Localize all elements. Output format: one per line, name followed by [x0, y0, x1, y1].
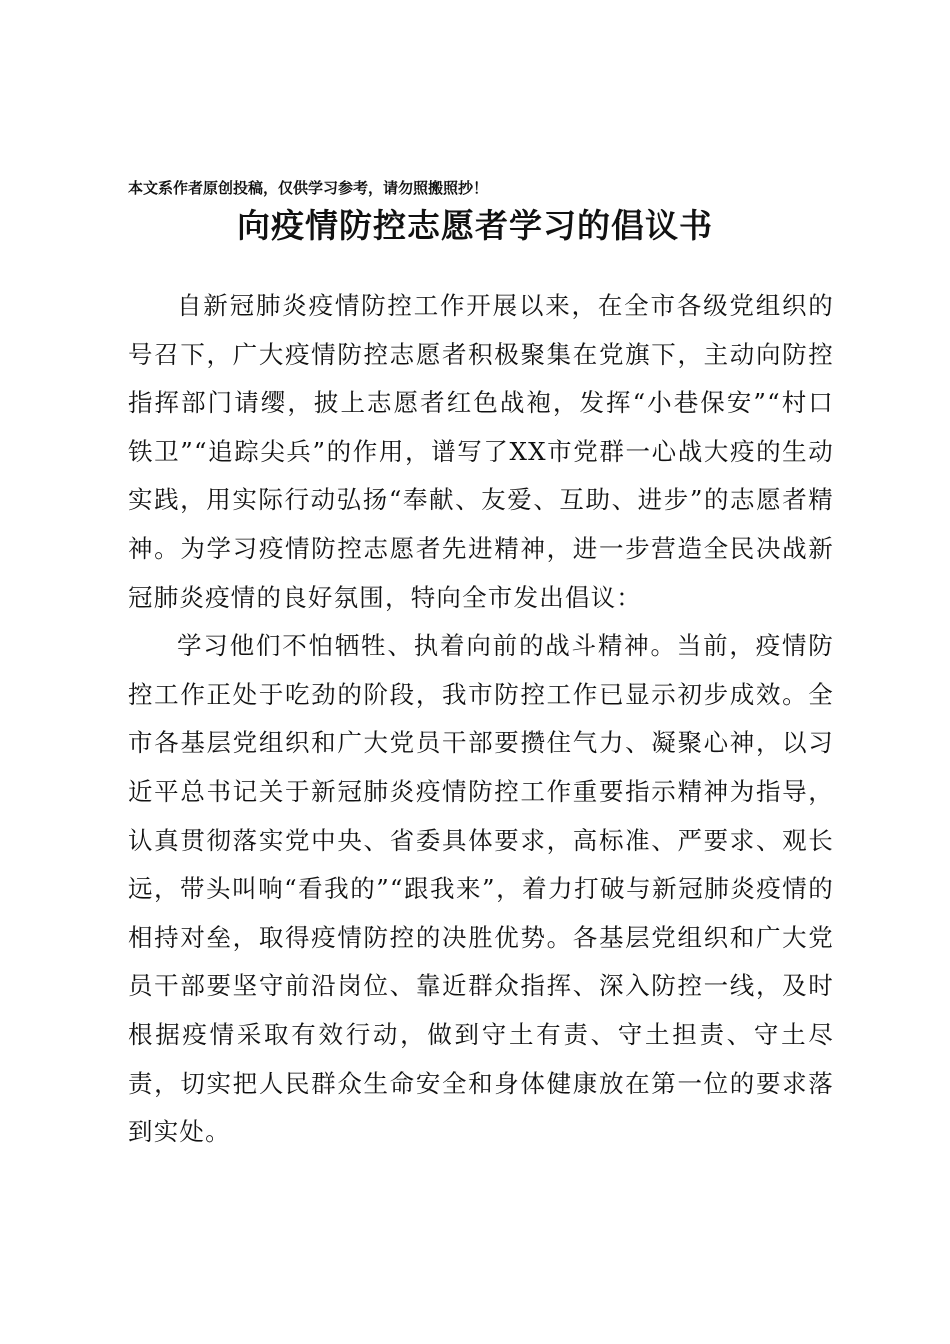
paragraph-body-text: 当前，疫情防控工作正处于吃劲的阶段，我市防控工作已显示初步成效。全市各基层党组织和广大党员干部要攒住气力、凝聚心神，以习近平总书记关于新冠肺炎疫情防控工作重要指示精神为指导，认真贯彻落实党中央、省委具体要求，高标准、严要求、观长远，带头叫响“看我的”“跟我来”，着力打破与新冠肺炎疫情的相持对垒，取得疫情防控的决胜优势。各基层党组织和广大党员干部要坚守前沿岗位、靠近群众指挥、深入防控一线，及时根据疫情采取有效行动，做到守土有责、守土担责、守土尽责，切实把人民群众生命安全和身体健康放在第一位的要求落到实处。	[128, 631, 834, 1147]
copyright-notice: 本文系作者原创投稿，仅供学习参考，请勿照搬照抄！	[128, 179, 489, 197]
paragraph-intro: 自新冠肺炎疫情防控工作开展以来，在全市各级党组织的号召下，广大疫情防控志愿者积极聚集在党旗下，主动向防控指挥部门请缨，披上志愿者红色战袍，发挥“小巷保安”“村口铁卫”“追踪尖兵”的作用，谱写了XX市党群一心战大疫的生动实践，用实际行动弘扬“奉献、友爱、互助、进步”的志愿者精神。为学习疫情防控志愿者先进精神，进一步营造全民决战新冠肺炎疫情的良好氛围，特向全市发出倡议：	[128, 291, 834, 612]
document-body	[128, 282, 834, 1157]
paragraph-learning-spirit	[128, 622, 834, 1157]
document-title: 向疫情防控志愿者学习的倡议书	[237, 206, 713, 245]
paragraph-lead-sentence: 学习他们不怕牺牲、执着向前的战斗精神。	[177, 631, 677, 661]
